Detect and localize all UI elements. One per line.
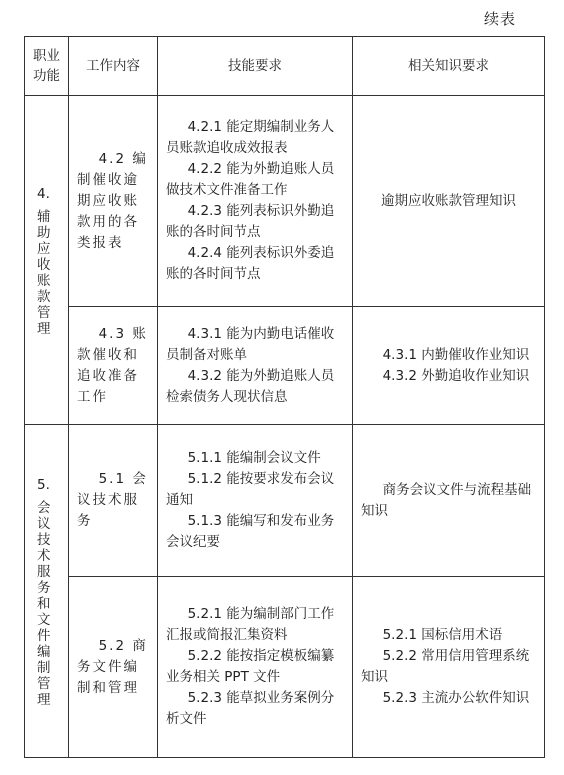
skills-cell: [158, 425, 353, 577]
work-content-cell: [69, 425, 158, 577]
work-content: 4.2 编制催收逾期应收账款用的各类报表: [77, 150, 148, 251]
knowledge-item: 5.2.1 国标信用术语: [382, 627, 503, 643]
knowledge-item: 4.3.1 内勤催收作业知识: [382, 346, 530, 363]
knowledge-cell: [353, 96, 545, 307]
table-row: [25, 307, 545, 425]
function-cell: [25, 425, 69, 758]
knowledge-item: 4.3.2 外勤追收作业知识: [382, 367, 530, 384]
work-content-cell: [69, 307, 158, 425]
knowledge-cell: [353, 577, 545, 758]
function-name: 辅助应收账款管理: [37, 208, 51, 337]
skill-item: 4.2.2 能为外勤追账人员做技术文件准备工作: [166, 161, 335, 198]
header-work: 工作内容: [69, 37, 158, 96]
work-content-cell: [69, 96, 158, 307]
function-number: 4.: [37, 185, 50, 202]
header-skills: 技能要求: [158, 37, 353, 96]
skill-item: 4.2.1 能定期编制业务人员账款追收成效报表: [166, 119, 335, 156]
work-content: 5.2 商务文件编制和管理: [77, 637, 148, 696]
skill-item: 5.2.2 能按指定模板编纂业务相关 PPT 文件: [166, 648, 335, 685]
function-name: 会议技术服务和文件编制管理: [37, 499, 51, 708]
skill-item: 4.2.4 能列表标识外委追账的各时间节点: [166, 245, 335, 282]
work-content: 5.1 会议技术服务: [77, 471, 148, 529]
header-knowledge: 相关知识要求: [353, 37, 545, 96]
header-row: [25, 37, 545, 96]
knowledge-cell: [353, 307, 545, 425]
work-content: 4.3 账款催收和追收准备工作: [77, 325, 148, 405]
table-row: [25, 577, 545, 758]
knowledge-item: 5.2.2 常用信用管理系统知识: [361, 648, 530, 685]
knowledge-item: 商务会议文件与流程基础知识: [361, 481, 532, 519]
skill-item: 4.2.3 能列表标识外勤追账的各时间节点: [166, 203, 335, 240]
skills-cell: [158, 307, 353, 425]
skill-item: 5.2.1 能为编制部门工作汇报或简报汇集资料: [166, 606, 335, 643]
skill-item: 5.1.1 能编制会议文件: [187, 450, 321, 466]
work-content-cell: [69, 577, 158, 758]
function-cell: [25, 96, 69, 425]
skill-item: 4.3.2 能为外勤追账人员检索债务人现状信息: [166, 367, 335, 405]
knowledge-item: 5.2.3 主流办公软件知识: [382, 690, 530, 706]
skills-cell: [158, 96, 353, 307]
header-function: 职业功能: [25, 37, 69, 96]
table-row: [25, 425, 545, 577]
occupational-skills-table: [24, 36, 545, 758]
skill-item: 5.1.2 能按要求发布会议通知: [166, 471, 335, 508]
skill-item: 4.3.1 能为内勤电话催收员制备对账单: [166, 325, 335, 363]
continued-label: 续表: [484, 10, 517, 28]
table-row: [25, 96, 545, 307]
knowledge-item: 逾期应收账款管理知识: [381, 192, 516, 209]
skill-item: 5.2.3 能草拟业务案例分析文件: [166, 690, 335, 727]
skills-cell: [158, 577, 353, 758]
skill-item: 5.1.3 能编写和发布业务会议纪要: [166, 513, 335, 550]
knowledge-cell: [353, 425, 545, 577]
function-number: 5.: [37, 476, 50, 493]
